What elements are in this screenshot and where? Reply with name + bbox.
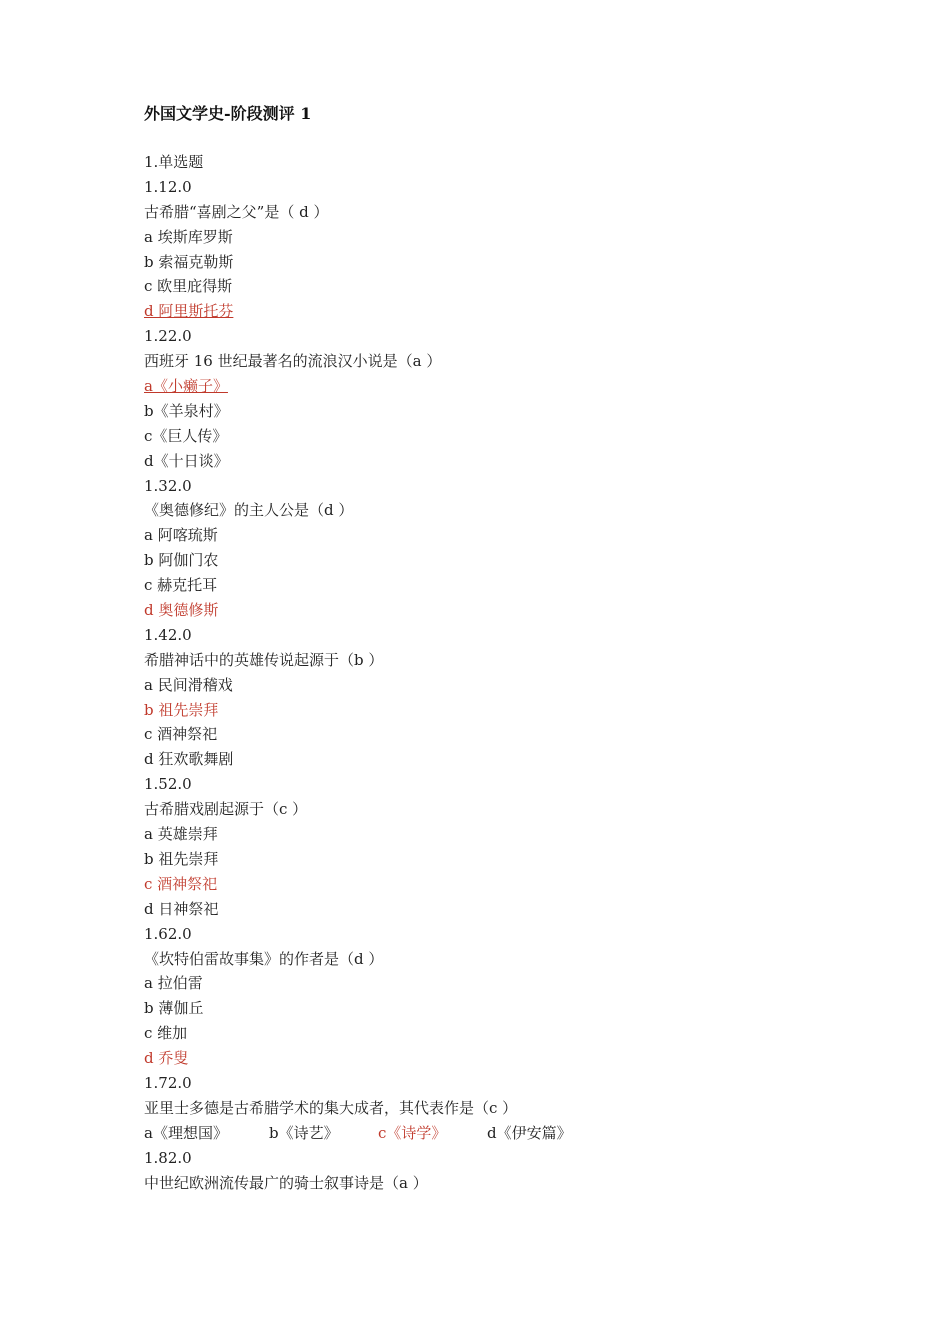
question-list [144, 150, 804, 1195]
answer-text: d 阿里斯托芬 [144, 302, 234, 321]
option-c-correct-answer: c《诗学》 [378, 1123, 447, 1142]
option-b: b 阿伽门农 [144, 551, 219, 570]
option-c: c 酒神祭祀 [144, 725, 218, 744]
question-text: 希腊神话中的英雄传说起源于（b ） [144, 650, 384, 669]
option-d: d《十日谈》 [144, 451, 229, 470]
question-number: 1.12.0 [144, 177, 192, 196]
option-a: a 拉伯雷 [144, 974, 203, 993]
question-text: 古希腊戏剧起源于（c ） [144, 800, 308, 819]
option-d-correct-answer [144, 299, 804, 324]
answer-text: a《小癞子》 [144, 377, 228, 396]
question-number: 1.52.0 [144, 775, 192, 794]
section-heading: 1.单选题 [144, 153, 204, 171]
option-d: d《伊安篇》 [487, 1123, 572, 1142]
option-c: c 赫克托耳 [144, 576, 218, 595]
option-d-correct-answer: d 乔叟 [144, 1049, 189, 1068]
option-a-correct-answer [144, 374, 804, 399]
option-d-correct-answer: d 奥德修斯 [144, 601, 219, 620]
question-number: 1.62.0 [144, 924, 192, 943]
question-text: 亚里士多德是古希腊学术的集大成者，其代表作是（c ） [144, 1098, 518, 1117]
option-b: b《诗艺》 [269, 1123, 339, 1142]
question-text: 《坎特伯雷故事集》的作者是（d ） [144, 949, 384, 968]
question-text: 西班牙 16 世纪最著名的流浪汉小说是（a ） [144, 352, 442, 371]
option-a: a 埃斯库罗斯 [144, 227, 233, 246]
option-a: a 民间滑稽戏 [144, 675, 233, 694]
question-text: 《奥德修纪》的主人公是（d ） [144, 501, 354, 520]
question-number: 1.72.0 [144, 1073, 192, 1092]
option-d: d 日神祭祀 [144, 899, 219, 918]
question-text: 中世纪欧洲流传最广的骑士叙事诗是（a ） [144, 1173, 428, 1192]
option-c: c《巨人传》 [144, 426, 228, 445]
option-c-correct-answer: c 酒神祭祀 [144, 874, 218, 893]
option-d: d 狂欢歌舞剧 [144, 750, 234, 769]
option-b: b 薄伽丘 [144, 999, 204, 1018]
question-text: 古希腊“喜剧之父”是（ d ） [144, 202, 329, 221]
option-a: a 英雄崇拜 [144, 825, 218, 844]
option-c: c 维加 [144, 1024, 188, 1043]
option-a: a《理想国》 [144, 1123, 228, 1142]
option-b: b《羊泉村》 [144, 401, 229, 420]
question-number: 1.82.0 [144, 1148, 192, 1167]
question-number: 1.22.0 [144, 327, 192, 346]
option-b-correct-answer: b 祖先崇拜 [144, 700, 219, 719]
question-number: 1.32.0 [144, 476, 192, 495]
option-c: c 欧里庇得斯 [144, 277, 233, 296]
option-a: a 阿喀琉斯 [144, 526, 218, 545]
option-b: b 祖先崇拜 [144, 849, 219, 868]
options-row [144, 1121, 804, 1146]
question-number: 1.42.0 [144, 625, 192, 644]
page-title: 外国文学史-阶段测评 1 [144, 104, 312, 123]
option-b: b 索福克勒斯 [144, 252, 234, 271]
